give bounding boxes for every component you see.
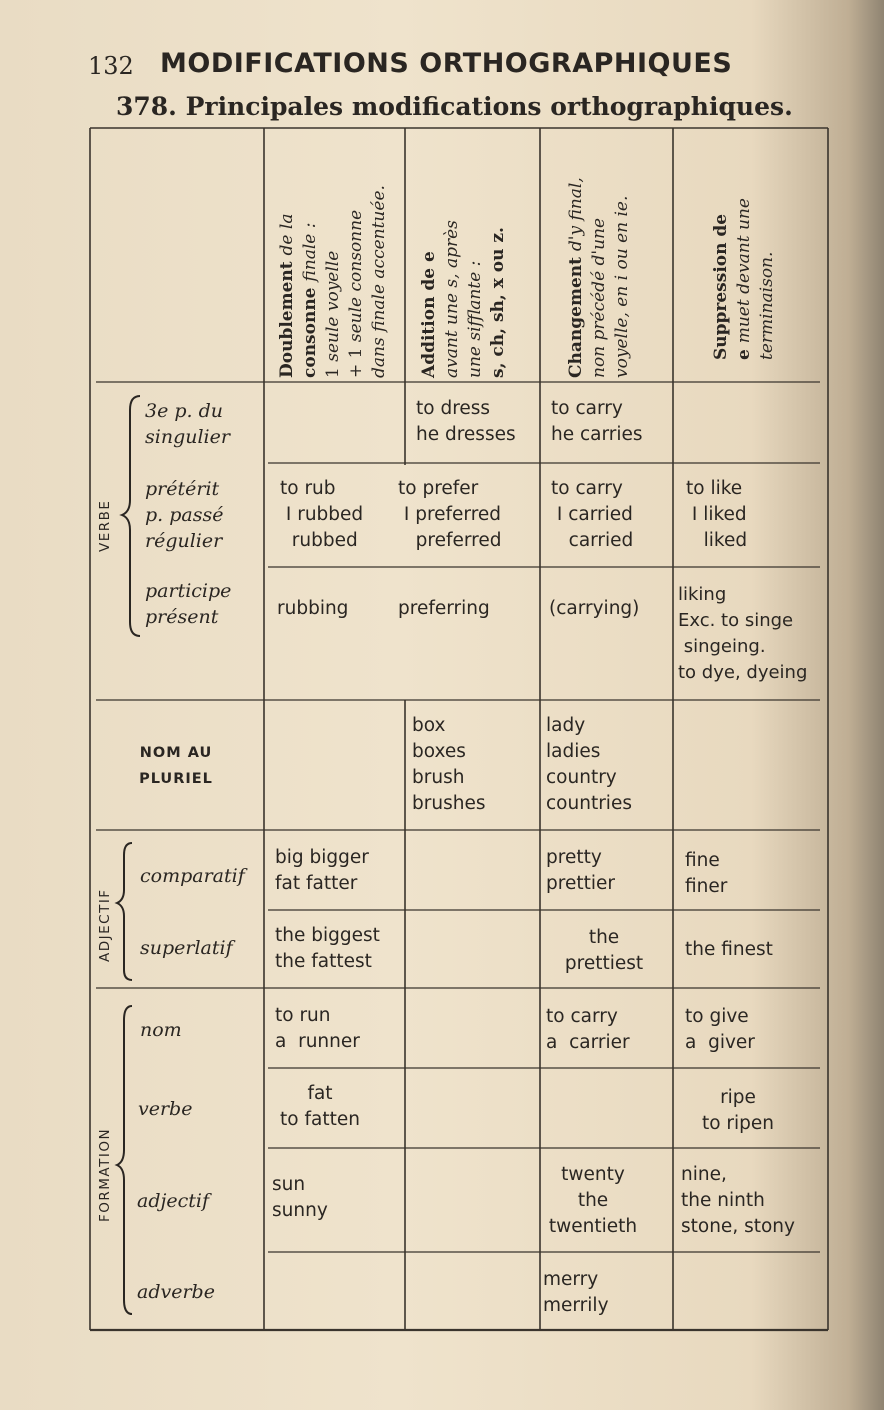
column-header-line: e muet devant une [734, 198, 754, 360]
page-title: MODIFICATIONS ORTHOGRAPHIQUES [160, 48, 733, 79]
cell-nom-changement: lady ladies country countries [546, 715, 632, 814]
cell-vpart-doublement-b: preferring [398, 598, 490, 619]
column-header-line: une sifflante : [465, 260, 485, 378]
column-header-line: dans finale accentuée. [369, 185, 389, 378]
row-label-3e-p: 3e p. du [145, 400, 224, 422]
cell-fnom-suppression: to give a giver [685, 1006, 755, 1053]
column-header-changement [565, 177, 634, 378]
cell-fnom-doublement: to run a runner [275, 1005, 360, 1052]
group-label-nom-2: PLURIEL [139, 771, 213, 787]
cell-vpret-changement: to carry I carried carried [551, 478, 634, 551]
row-label-present: présent [145, 606, 219, 628]
cell-fnom-changement: to carry a carrier [546, 1006, 630, 1053]
column-header-addition [418, 220, 510, 378]
group-label-nom: NOM AU [139, 745, 213, 761]
column-header-line: avant une s, après [442, 220, 462, 378]
column-header-line: consonne finale : [300, 222, 320, 378]
cell-nom-addition: box boxes brush brushes [412, 715, 486, 814]
cell-fverbe-doublement: fat to fatten [280, 1083, 360, 1130]
group-label-adjectif: ADJECTIF [97, 888, 113, 962]
column-header-line: terminaison. [757, 251, 777, 360]
row-label-singulier: singulier [145, 426, 230, 448]
column-header-line: s, ch, sh, x ou z. [488, 227, 508, 378]
cell-acomp-changement: pretty prettier [546, 847, 615, 894]
group-label-verbe: VERBE [97, 499, 113, 552]
cell-asup-doublement: the biggest the fattest [275, 925, 380, 972]
cell-vpart-doublement-a: rubbing [277, 598, 349, 619]
cell-fverbe-suppression: ripe to ripen [701, 1087, 775, 1134]
row-label-verbe: verbe [138, 1098, 193, 1120]
cell-vpret-doublement-a: to rub I rubbed rubbed [280, 478, 364, 551]
cell-vpret-suppression: to like I liked liked [686, 478, 748, 551]
column-header-line: + 1 seule consonne [346, 209, 366, 378]
row-label-adverbe: adverbe [137, 1281, 215, 1303]
cell-vpart-suppression: liking Exc. to singe singeing. to dye, dyeing [678, 584, 808, 683]
row-label-participe: participe [145, 580, 232, 602]
cell-fadj-changement: twenty the twentieth [548, 1164, 638, 1237]
column-header-line: voyelle, en i ou en ie. [612, 195, 632, 378]
column-header-doublement [276, 185, 391, 378]
column-header-suppression [710, 198, 779, 360]
cell-asup-changement: the prettiest [564, 927, 644, 974]
row-label-adjectif: adjectif [137, 1190, 210, 1212]
cell-acomp-doublement: big bigger fat fatter [275, 847, 369, 894]
cell-fadj-suppression: nine, the ninth stone, stony [681, 1164, 795, 1237]
cell-acomp-suppression: fine finer [685, 850, 728, 897]
cell-fadv-changement: merry merrily [543, 1269, 609, 1316]
cell-vpart-changement: (carrying) [549, 598, 640, 619]
column-header-line: non précédé d'une [589, 217, 609, 378]
column-header-line: Doublement de la [277, 213, 297, 378]
section-subtitle: 378. Principales modifications orthographiques. [116, 92, 793, 121]
row-label-superlatif: superlatif [140, 937, 233, 959]
page-number: 132 [88, 52, 134, 80]
row-label-comparatif: comparatif [140, 865, 245, 887]
cell-v3-addition: to dress he dresses [416, 398, 516, 445]
cell-vpret-doublement-b: to prefer I preferred preferred [398, 478, 502, 551]
cell-asup-suppression: the finest [685, 939, 773, 960]
row-label-p-passe: p. passé [145, 504, 224, 526]
cell-v3-changement: to carry he carries [551, 398, 643, 445]
column-header-line: 1 seule voyelle [323, 250, 343, 378]
row-label-regulier: régulier [145, 530, 223, 552]
row-label-nom: nom [140, 1019, 182, 1041]
column-header-line: Suppression de [711, 213, 731, 360]
cell-fadj-doublement: sun sunny [272, 1174, 328, 1221]
row-label-preterit: prétérit [145, 478, 220, 500]
column-header-line: Changement d'y final, [566, 177, 586, 378]
column-header-line: Addition de e [419, 251, 439, 378]
group-label-formation: FORMATION [97, 1127, 113, 1222]
